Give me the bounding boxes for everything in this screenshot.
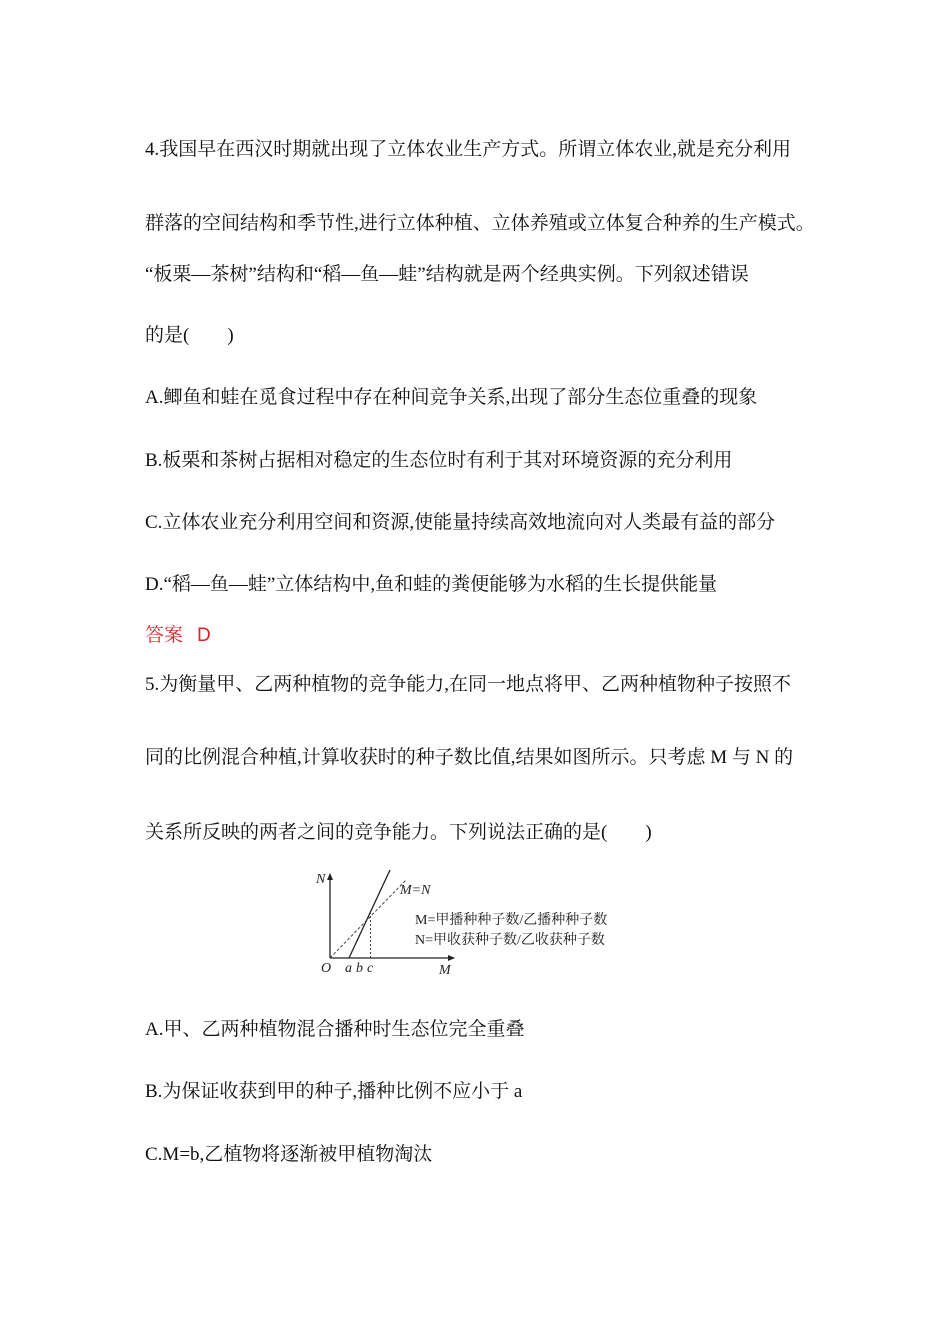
q5-option-a: A.甲、乙两种植物混合播种时生态位完全重叠 <box>145 1019 525 1040</box>
x-axis-label: M <box>439 963 451 978</box>
q4-option-a: A.鲫鱼和蛙在觅食过程中存在种间竞争关系,出现了部分生态位重叠的现象 <box>145 387 758 408</box>
answer-label: 答案 <box>145 625 184 646</box>
tick-c: c <box>367 961 374 976</box>
result-line <box>349 870 390 958</box>
q4-stem-line-3: “板栗—茶树”结构和“稻—鱼—蛙”结构就是两个经典实例。下列叙述错误 <box>145 264 749 285</box>
answer-value: D <box>197 625 211 646</box>
q5-stem-line-3: 关系所反映的两者之间的竞争能力。下列说法正确的是( ) <box>145 822 652 843</box>
origin-label: O <box>321 961 332 976</box>
q4-option-c: C.立体农业充分利用空间和资源,使能量持续高效地流向对人类最有益的部分 <box>145 512 776 533</box>
y-axis-label: N <box>316 872 326 887</box>
tick-a: a <box>345 961 352 976</box>
legend-m: M=甲播种种子数/乙播种种子数 <box>415 913 608 928</box>
q4-option-b: B.板栗和茶树占据相对稳定的生态位时有利于其对环境资源的充分利用 <box>145 450 733 471</box>
mn-graph <box>312 868 652 980</box>
q5-stem-line-1: 5.为衡量甲、乙两种植物的竞争能力,在同一地点将甲、乙两种植物种子按照不 <box>145 674 792 695</box>
q4-stem-line-4: 的是( ) <box>145 325 234 346</box>
tick-b: b <box>356 961 363 976</box>
mn-figure <box>312 868 652 980</box>
line-label: M=N <box>400 883 431 898</box>
q5-stem-line-2: 同的比例混合种植,计算收获时的种子数比值,结果如图所示。只考虑 M 与 N 的 <box>145 747 794 768</box>
mn-diagonal-dashed <box>330 880 406 958</box>
q4-answer <box>145 624 211 648</box>
q4-option-d: D.“稻—鱼—蛙”立体结构中,鱼和蛙的粪便能够为水稻的生长提供能量 <box>145 574 718 595</box>
q5-option-b: B.为保证收获到甲的种子,播种比例不应小于 a <box>145 1081 523 1102</box>
q5-option-c: C.M=b,乙植物将逐渐被甲植物淘汰 <box>145 1144 433 1165</box>
q4-stem-line-1: 4.我国早在西汉时期就出现了立体农业生产方式。所谓立体农业,就是充分利用 <box>145 139 792 160</box>
q4-stem-line-2: 群落的空间结构和季节性,进行立体种植、立体养殖或立体复合种养的生产模式。 <box>145 213 815 234</box>
legend-n: N=甲收获种子数/乙收获种子数 <box>415 933 605 948</box>
